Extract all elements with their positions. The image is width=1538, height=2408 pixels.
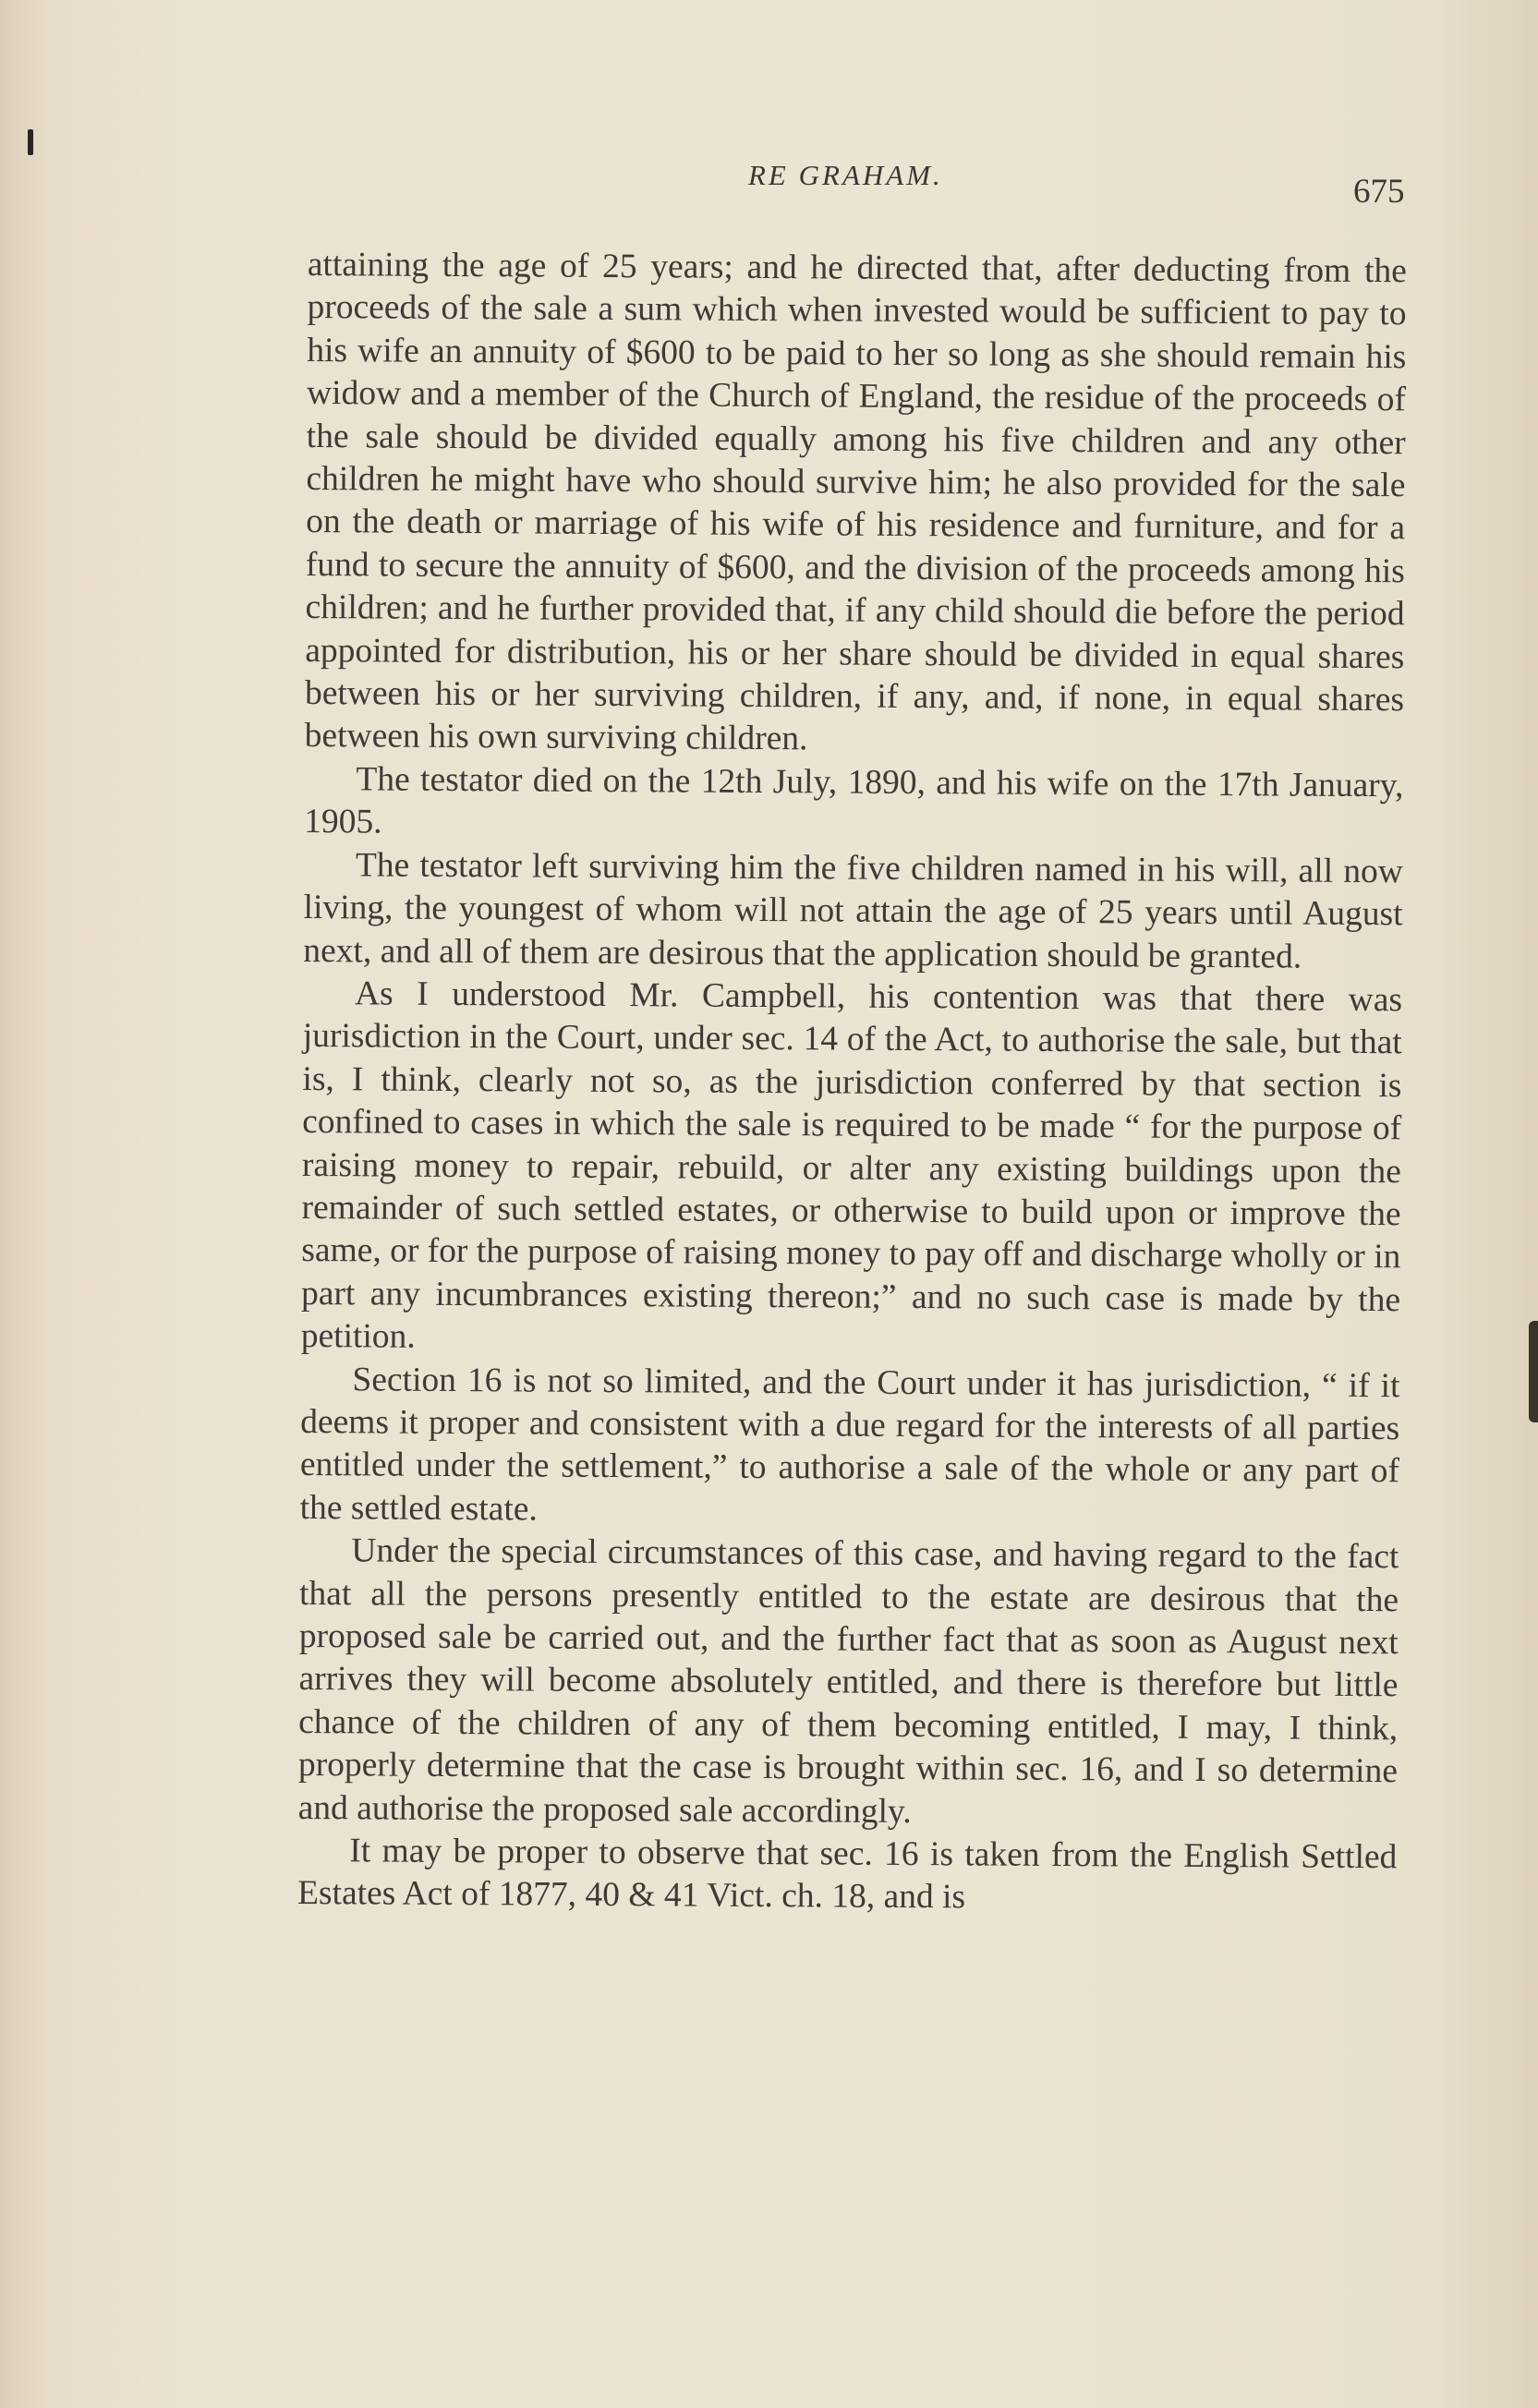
binding-mark: [28, 129, 33, 155]
paragraph: It may be proper to observe that sec. 16 is taken from the English Settled Estates Act of 1877, 40 & 41 Vict. ch. 18, and is: [297, 1832, 1398, 1917]
page-edge-tab: [1529, 1321, 1538, 1422]
running-title: RE GRAHAM.: [748, 159, 943, 191]
paragraph: The testator died on the 12th July, 1890, and his wife on the 17th January, 1905.: [304, 760, 1404, 841]
paragraph: Under the special circumstances of this case, and having regard to the fact that all the persons presently entitled to the estate are desirous that the proposed sale be carried out, and the further fact that as soon as August next arrives they will become absolutely entitled, and there is therefore but little chance of the children of any of them becoming entitled, I may, I think, properly determine that the case is brought within sec. 16, and I so determine and authorise the proposed sale accordingly.: [297, 1531, 1399, 1831]
running-head: [0, 159, 1538, 211]
paragraph: Section 16 is not so limited, and the Court under it has jurisdiction, “ if it deems it proper and consistent with a due regard for the interests of all parties entitled under the settlement,” to authorise a sale of the whole or any part of the settled estate.: [299, 1360, 1400, 1529]
paragraph-continuation: attaining the age of 25 years; and he directed that, after deducting from the proceeds of the sale a sum which when invested would be sufficient to pay to his wife an annuity of $600 to be paid to her so long as she should remain his widow and a member of the Church of England, the residue of the proceeds of the sale should be divided equally among his five children and any other children he might have who should survive him; he also provided for the sale on the death or marriage of his wife of his residence and furniture, and for a fund to secure the annuity of $600, and the division of the proceeds among his children; and he further provided that, if any child should die before the period appointed for distribution, his or her share should be divided in equal shares between his or her surviving children, if any, and, if none, in equal shares between his own surviving children.: [304, 245, 1407, 758]
body-text: [297, 244, 1407, 1922]
paragraph: As I understood Mr. Campbell, his contention was that there was jurisdiction in the Court, under sec. 14 of the Act, to authorise the sale, but that is, I think, clearly not so, as the jurisdiction conferred by that section is confined to cases in which the sale is required to be made “ for the purpose of raising money to repair, rebuild, or alter any existing buildings upon the remainder of such settled estates, or otherwise to build upon or improve the same, or for the purpose of raising money to pay off and discharge wholly or in part any incumbrances existing thereon;” and no such case is made by the petition.: [300, 974, 1403, 1356]
paragraph: The testator left surviving him the five children named in his will, all now living, the youngest of whom will not attain the age of 25 years until August next, and all of them are desirous that the application should be granted.: [303, 846, 1403, 976]
page-number: 675: [1353, 173, 1405, 211]
